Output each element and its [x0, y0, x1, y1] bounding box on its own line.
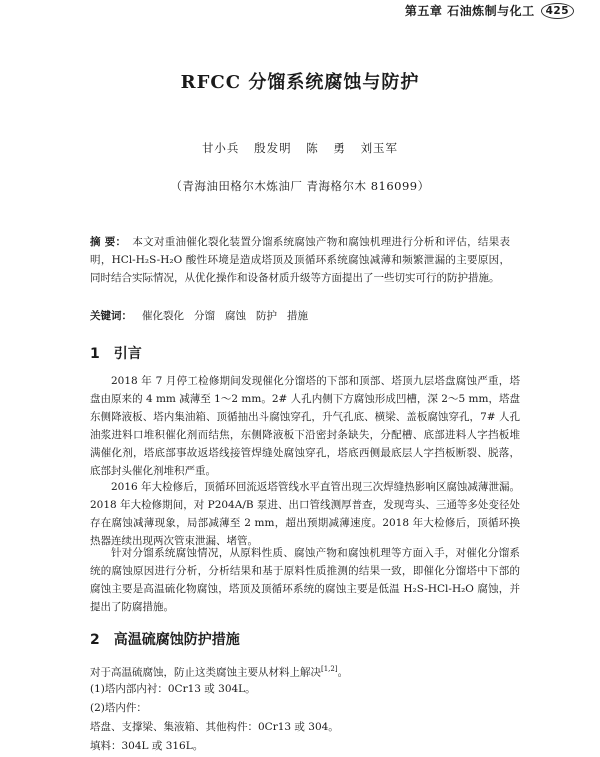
section-number: 2 [90, 632, 100, 648]
section-number: 1 [90, 346, 100, 362]
author: 刘玉军 [360, 141, 399, 155]
keyword: 腐蚀 [225, 310, 246, 322]
body-paragraph: 2016 年大检修后，顶循环回流返塔管线水平直管出现三次焊缝热影响区腐蚀减薄泄漏。2018 年大检修期间，对 P204A/B 泵进、出口管线测厚普查，发现弯头、三通等多处变径处存在腐蚀减薄现象，局部减薄至 2 mm，超出预期减薄速度。2018 年大检修后，顶循环换热器连续出现两次管束泄漏、堵管。 [90, 481, 520, 547]
paper-title: RFCC 分馏系统腐蚀与防护 [180, 72, 420, 93]
keyword: 催化裂化 [142, 310, 184, 322]
abstract-text: 本文对重油催化裂化装置分馏系统腐蚀产物和腐蚀机理进行分析和评估，结果表明，HCl-H₂S-H₂O 酸性环境是造成塔顶及顶循环系统腐蚀减薄和频繁泄漏的主要原因，同时结合实际情况，从优化操作和设备材质升级等方面提出了一些切实可行的防护措施。 [90, 236, 511, 284]
running-header [405, 2, 574, 19]
chapter-title: 第五章 石油炼制与化工 [404, 4, 535, 18]
citation: [1,2] [321, 665, 338, 673]
section-2-heading [90, 629, 240, 649]
keyword: 分馏 [194, 310, 215, 322]
body-line: 塔盘、支撑梁、集液箱、其他构件：0Cr13 或 304。 [90, 721, 339, 733]
body-line: (1)塔内部内衬：0Cr13 或 304L。 [90, 683, 256, 695]
keyword: 措施 [287, 310, 308, 322]
body-paragraph: 针对分馏系统腐蚀情况，从原料性质、腐蚀产物和腐蚀机理等方面入手，对催化分馏系统的腐蚀原因进行分析，分析结果和基于原料性质推测的结果一致，即催化分馏塔中下部的腐蚀主要是高温硫化物腐蚀，塔顶及顶循环系统的腐蚀主要是低温 H₂S-HCl-H₂O 腐蚀，并提出了防腐措施。 [90, 547, 520, 613]
abstract [90, 233, 510, 287]
author-list [0, 140, 600, 156]
body-line [90, 660, 520, 682]
keyword: 防护 [256, 310, 277, 322]
author: 甘小兵 [201, 141, 240, 155]
body-line: 填料：304L 或 316L。 [90, 740, 204, 752]
section-title: 高温硫腐蚀防护措施 [113, 632, 240, 648]
author: 殷发明 [254, 141, 292, 155]
intro-end: 。 [337, 666, 349, 679]
author: 陈 勇 [306, 141, 346, 155]
section-title: 引言 [113, 346, 142, 362]
abstract-label: 摘 要： [90, 236, 127, 248]
affiliation: （青海油田格尔木炼油厂 青海格尔木 816099） [170, 179, 430, 193]
keywords [90, 307, 510, 325]
keywords-label: 关键词： [90, 310, 132, 322]
page-number: 425 [541, 3, 574, 19]
section-1-heading [90, 343, 142, 363]
body-paragraph: 2018 年 7 月停工检修期间发现催化分馏塔的下部和顶部、塔顶九层塔盘腐蚀严重，塔盘由原来的 4 mm 减薄至 1～2 mm。2# 人孔内侧下方腐蚀形成凹槽，深 2～5 mm，塔盘东侧降液板、塔内集油箱、顶循抽出斗腐蚀穿孔，升气孔底、横梁、盖板腐蚀穿孔，7# 人孔油浆进料口堆积催化剂而结焦，东侧降液板下沿密封条缺失，分配槽、底部进料人字挡板堆满催化剂，塔底部事故返塔线接管焊缝处腐蚀穿孔，塔底西侧最底层人字挡板断裂、脱落，底部封头催化剂堆积严重。 [90, 375, 520, 477]
body-line: (2)塔内件： [90, 702, 147, 714]
intro-text: 对于高温硫腐蚀，防止这类腐蚀主要从材料上解决 [90, 666, 321, 679]
